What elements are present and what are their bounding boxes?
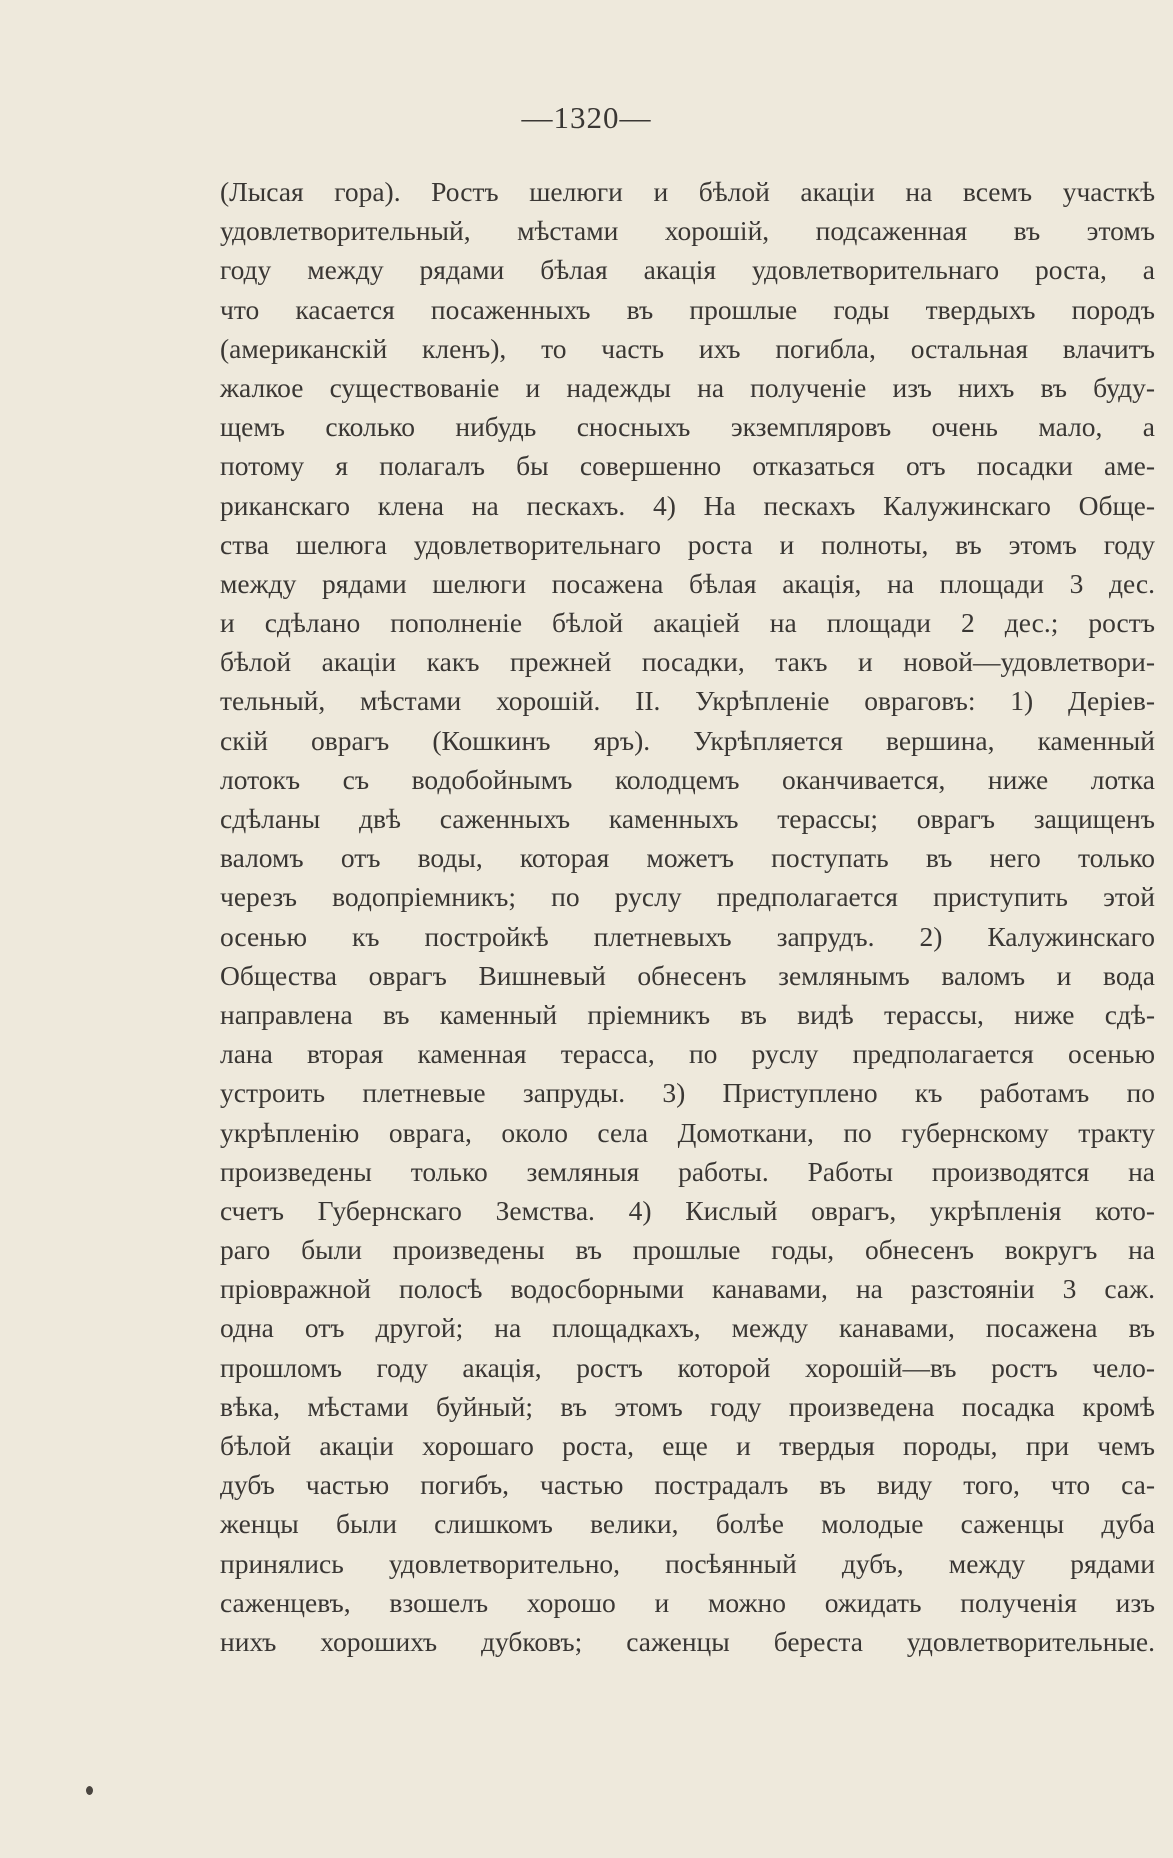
text-line: между рядами шелюги посажена бѣлая акація, на площади 3 дес. bbox=[220, 567, 1155, 599]
text-line: нихъ хорошихъ дубковъ; саженцы береста удовлетворительные. bbox=[220, 1625, 1155, 1657]
text-line: принялись удовлетворительно, посѣянный дубъ, между рядами bbox=[220, 1547, 1155, 1579]
text-line: сдѣланы двѣ саженныхъ каменныхъ терассы; оврагъ защищенъ bbox=[220, 803, 1155, 834]
text-line: году между рядами бѣлая акація удовлетворительнаго роста, а bbox=[220, 254, 1155, 286]
text-line: вѣка, мѣстами буйный; въ этомъ году произведена посадка кромѣ bbox=[220, 1390, 1155, 1422]
text-line: тельный, мѣстами хорошій. II. Укрѣпленіе овраговъ: 1) Деріев- bbox=[220, 685, 1155, 717]
text-line: щемъ сколько нибудь сносныхъ экземпляровъ очень мало, а bbox=[220, 411, 1155, 443]
text-line: удовлетворительный, мѣстами хорошій, подсаженная въ этомъ bbox=[220, 215, 1155, 247]
text-line: риканскаго клена на пескахъ. 4) На пескахъ Калужинскаго Обще- bbox=[220, 489, 1155, 521]
text-line: черезъ водопріемникъ; по руслу предполагается приступить этой bbox=[220, 881, 1155, 913]
text-line: Общества оврагъ Вишневый обнесенъ землянымъ валомъ и вода bbox=[220, 959, 1155, 991]
page-number: —1320— bbox=[521, 100, 652, 135]
text-line: бѣлой акаціи хорошаго роста, еще и твердыя породы, при чемъ bbox=[220, 1430, 1155, 1461]
text-line: устроить плетневые запруды. 3) Приступлено къ работамъ по bbox=[220, 1077, 1155, 1109]
text-line: лотокъ съ водобойнымъ колодцемъ оканчивается, ниже лотка bbox=[220, 763, 1155, 795]
text-line: направлена въ каменный пріемникъ въ видѣ терассы, ниже сдѣ- bbox=[220, 998, 1155, 1030]
text-line: скій оврагъ (Кошкинъ яръ). Укрѣпляется вершина, каменный bbox=[220, 724, 1155, 756]
text-line: валомъ отъ воды, которая можетъ поступать въ него только bbox=[220, 842, 1155, 874]
text-line: раго были произведены въ прошлые годы, обнесенъ вокругъ на bbox=[220, 1234, 1155, 1266]
text-line: счетъ Губернскаго Земства. 4) Кислый оврагъ, укрѣпленія кото- bbox=[220, 1194, 1155, 1226]
text-line: (американскій кленъ), то часть ихъ погибла, остальная влачитъ bbox=[220, 332, 1155, 364]
text-line: произведены только земляныя работы. Работы производятся на bbox=[220, 1155, 1155, 1187]
text-line: одна отъ другой; на площадкахъ, между канавами, посажена въ bbox=[220, 1312, 1155, 1344]
text-line: лана вторая каменная терасса, по руслу предполагается осенью bbox=[220, 1038, 1155, 1070]
text-line: прошломъ году акація, ростъ которой хорошій—въ ростъ чело- bbox=[220, 1351, 1155, 1383]
text-line: что касается посаженныхъ въ прошлые годы твердыхъ породъ bbox=[220, 293, 1155, 325]
text-line: потому я полагалъ бы совершенно отказаться отъ посадки аме- bbox=[220, 450, 1155, 482]
text-line: укрѣпленію оврага, около села Домоткани, по губернскому тракту bbox=[220, 1116, 1155, 1148]
body-text bbox=[220, 172, 1155, 1661]
ink-spot bbox=[86, 1786, 93, 1795]
text-line: пріовражной полосѣ водосборными канавами, на разстояніи 3 саж. bbox=[220, 1273, 1155, 1305]
text-line: и сдѣлано пополненіе бѣлой акаціей на площади 2 дес.; ростъ bbox=[220, 607, 1155, 639]
text-line: женцы были слишкомъ велики, болѣе молодые саженцы дуба bbox=[220, 1508, 1155, 1540]
text-line: жалкое существованіе и надежды на полученіе изъ нихъ въ буду- bbox=[220, 371, 1155, 403]
text-line: ства шелюга удовлетворительнаго роста и полноты, въ этомъ году bbox=[220, 528, 1155, 560]
text-line: осенью къ постройкѣ плетневыхъ запрудъ. 2) Калужинскаго bbox=[220, 920, 1155, 952]
text-line: дубъ частью погибъ, частью пострадалъ въ виду того, что са- bbox=[220, 1469, 1155, 1501]
text-line: (Лысая гора). Ростъ шелюги и бѣлой акаціи на всемъ участкѣ bbox=[220, 176, 1155, 207]
text-line: саженцевъ, взошелъ хорошо и можно ожидать полученія изъ bbox=[220, 1586, 1155, 1618]
text-line: бѣлой акаціи какъ прежней посадки, такъ и новой—удовлетвори- bbox=[220, 646, 1155, 678]
